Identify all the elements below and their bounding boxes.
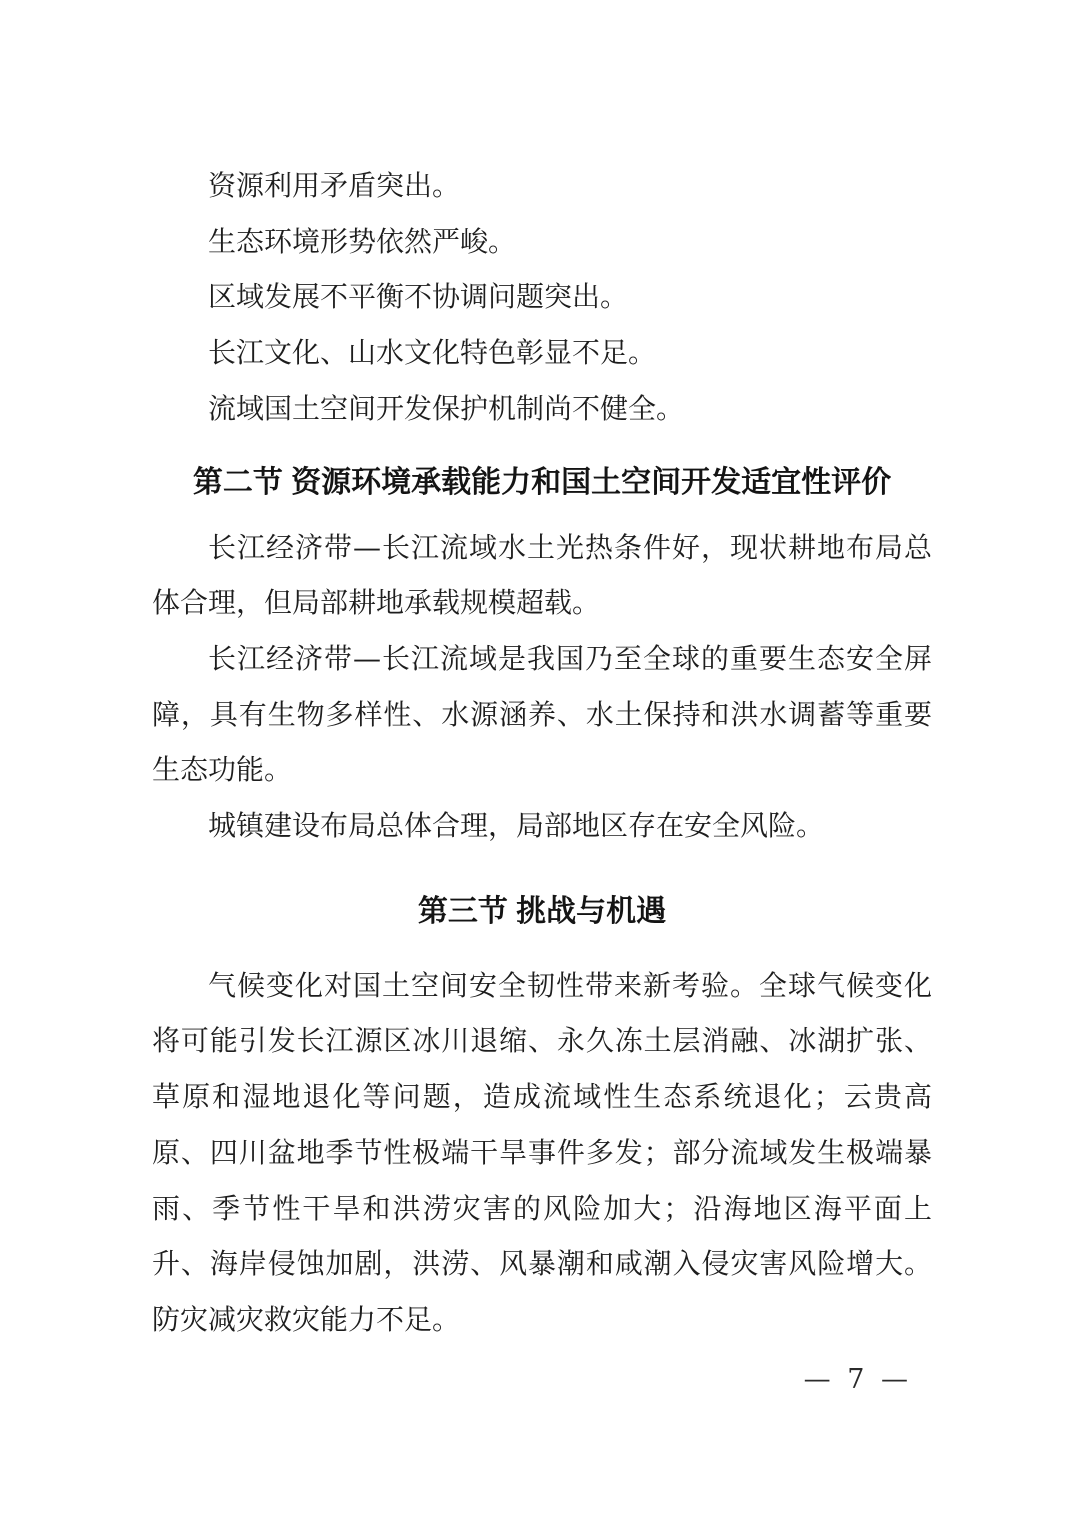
intro-paragraph-3: 区域发展不平衡不协调问题突出。 — [208, 280, 629, 314]
intro-paragraph-4: 长江文化、山水文化特色彰显不足。 — [208, 336, 657, 370]
page-number: — 7 — — [803, 1364, 912, 1395]
section2-paragraph-3: 城镇建设布局总体合理，局部地区存在安全风险。 — [208, 809, 825, 843]
intro-paragraph-1: 资源利用矛盾突出。 — [208, 169, 461, 202]
section2-paragraph-1: 长江经济带—长江流域水土光热条件好，现状耕地布局总体合理，但局部耕地承载规模超载。 — [152, 530, 932, 620]
section2-paragraph-2: 长江经济带—长江流域是我国乃至全球的重要生态安全屏障，具有生物多样性、水源涵养、水土保持和洪水调蓄等重要生态功能。 — [152, 641, 932, 787]
section-heading-3: 第三节 挑战与机遇 — [417, 894, 667, 928]
intro-paragraph-2: 生态环境形势依然严峻。 — [208, 224, 517, 258]
section3-paragraph-1: 气候变化对国土空间安全韧性带来新考验。全球气候变化将可能引发长江源区冰川退缩、永久冻土层消融、冰湖扩张、草原和湿地退化等问题，造成流域性生态系统退化；云贵高原、四川盆地季节性极端干旱事件多发；部分流域发生极端暴雨、季节性干旱和洪涝灾害的风险加大；沿海地区海平面上升、海岸侵蚀加剧，洪涝、风暴潮和咸潮入侵灾害风险增大。防灾减灾救灾能力不足。 — [152, 968, 932, 1336]
intro-paragraph-5: 流域国土空间开发保护机制尚不健全。 — [208, 391, 685, 425]
section-heading-2: 第二节 资源环境承载能力和国土空间开发适宜性评价 — [192, 465, 892, 499]
